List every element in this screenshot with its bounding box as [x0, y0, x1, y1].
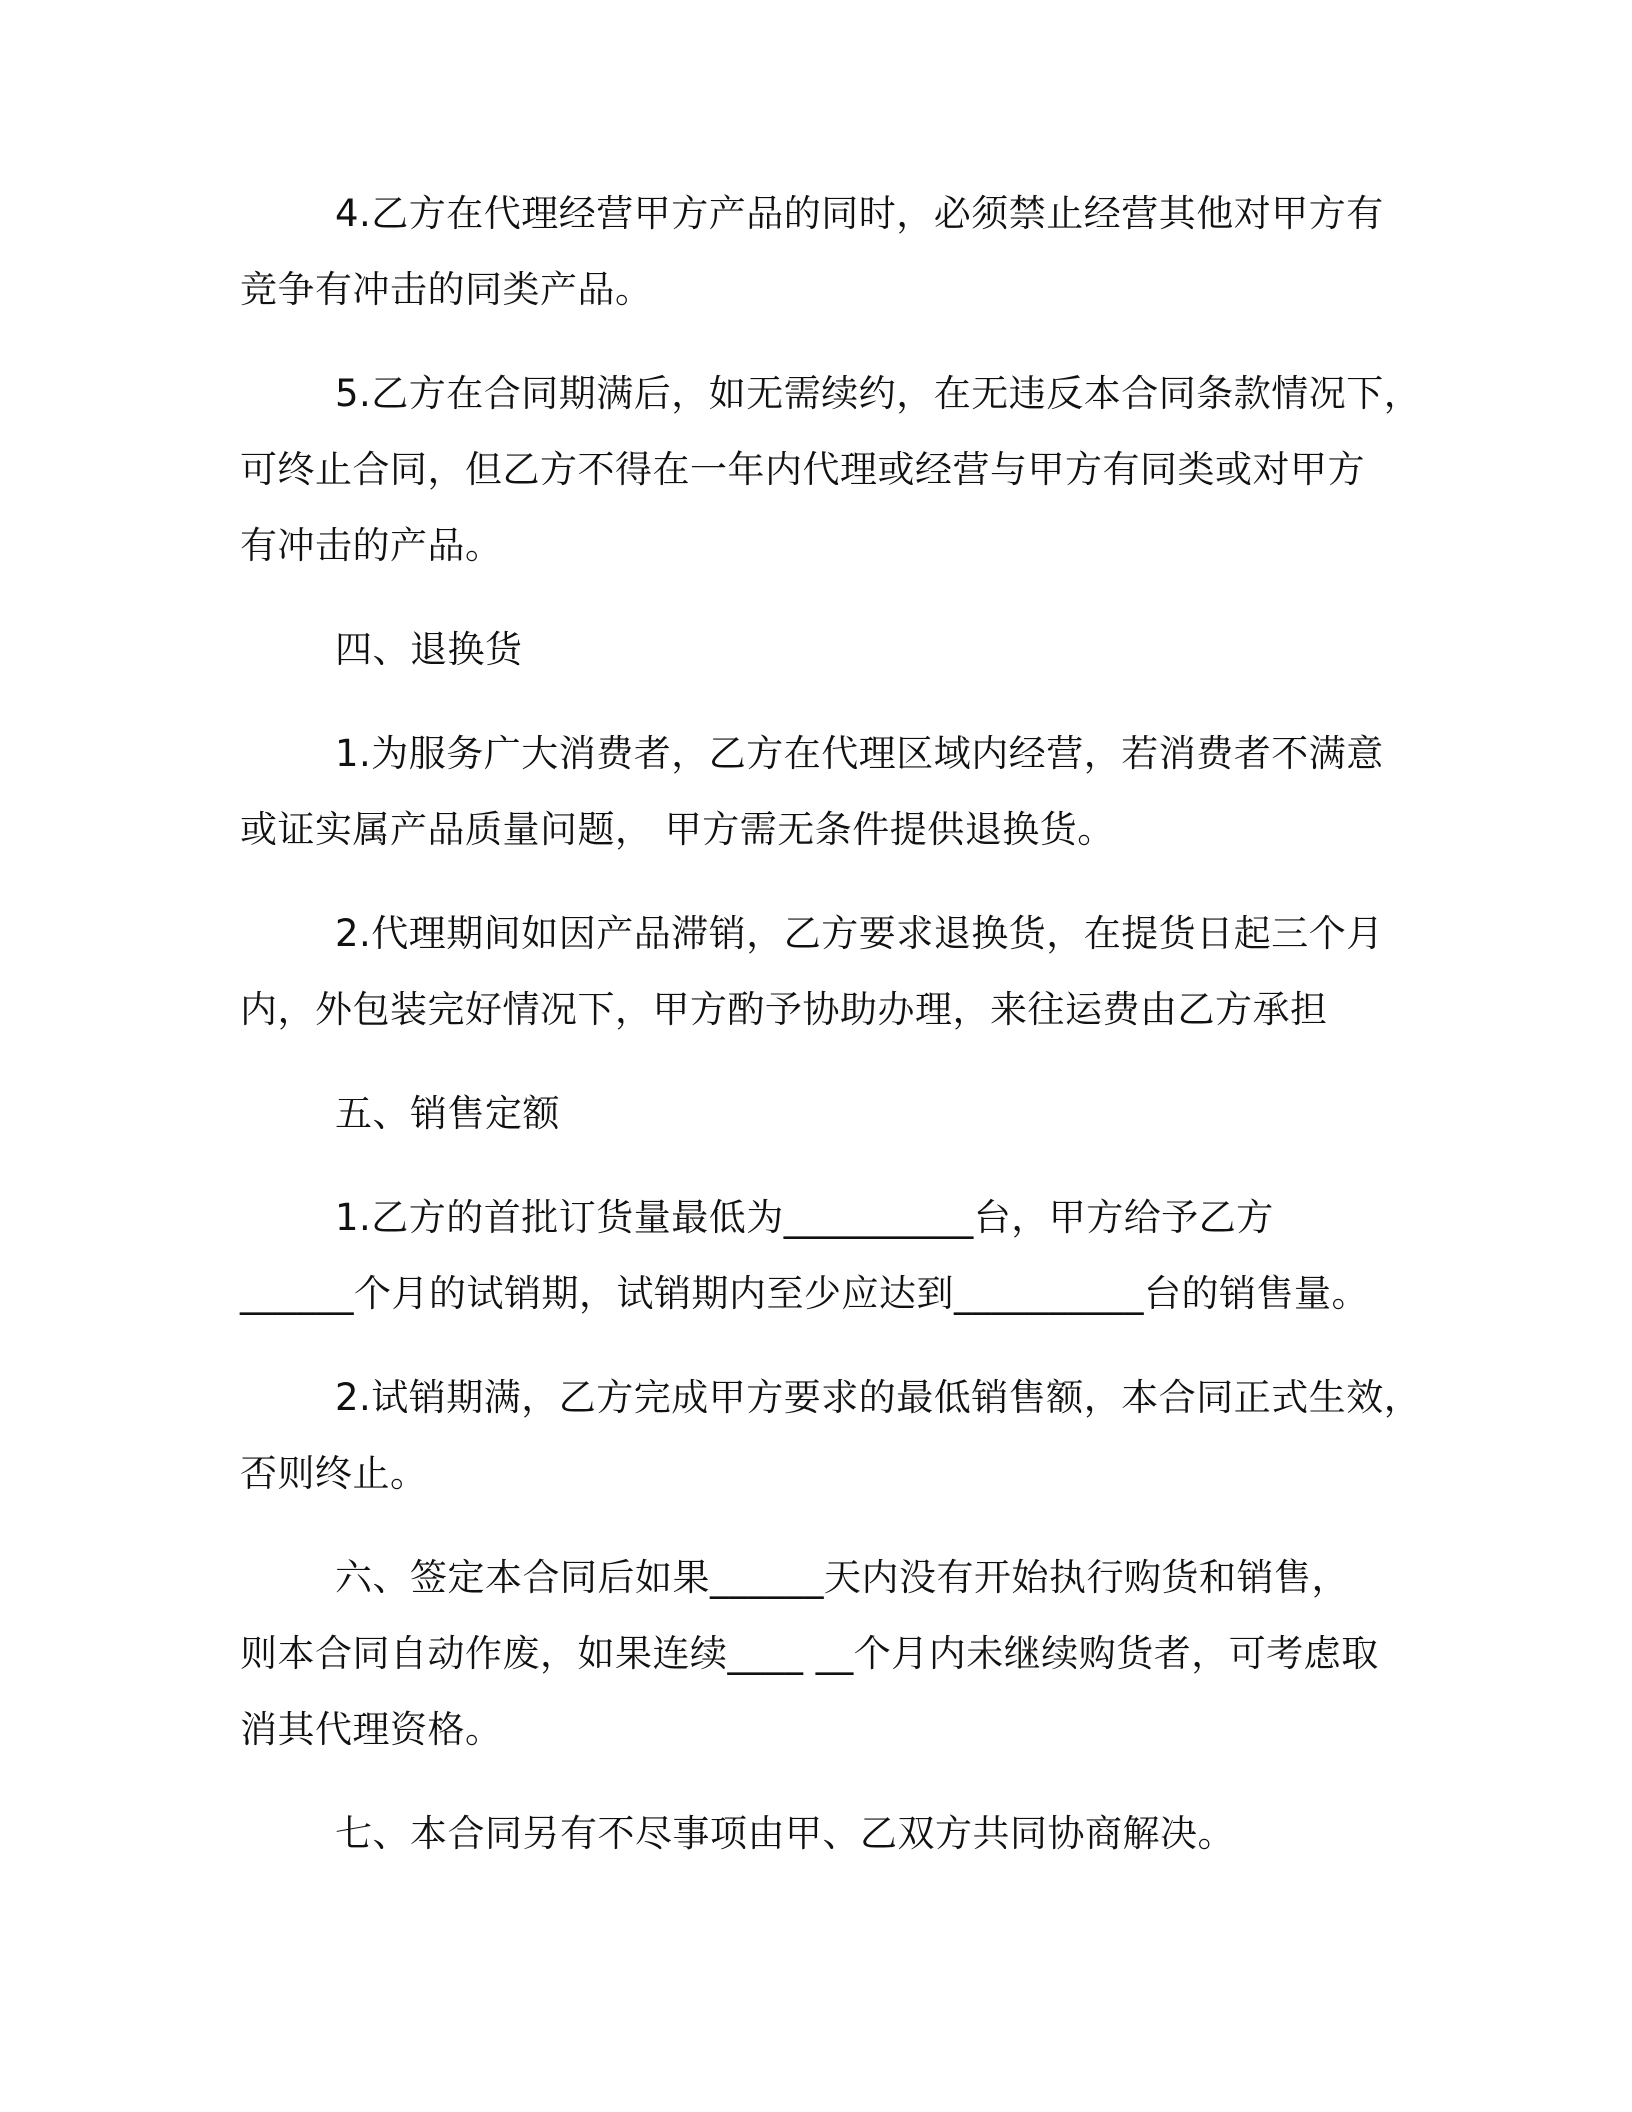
section-heading-returns: 四、退换货 — [335, 628, 523, 671]
section-heading-sales-quota: 五、销售定额 — [335, 1092, 560, 1135]
clause-6-line-3: 消其代理资格。 — [240, 1708, 503, 1751]
clause-4-1-line-1: 1.为服务广大消费者，乙方在代理区域内经营，若消费者不满意 — [335, 732, 1384, 775]
clause-5-1-line-2: ______个月的试销期，试销期内至少应达到__________台的销售量。 — [240, 1272, 1369, 1315]
clause-5-1-line-1: 1.乙方的首批订货量最低为__________台，甲方给予乙方 — [335, 1196, 1274, 1239]
clause-3-5-line-3: 有冲击的产品。 — [240, 524, 503, 567]
clause-4-1-line-2: 或证实属产品质量问题， 甲方需无条件提供退换货。 — [240, 808, 1115, 851]
clause-3-4-line-1: 4.乙方在代理经营甲方产品的同时，必须禁止经营其他对甲方有 — [335, 192, 1384, 235]
clause-3-4-line-2: 竞争有冲击的同类产品。 — [240, 268, 653, 311]
clause-5-2-line-1: 2.试销期满，乙方完成甲方要求的最低销售额，本合同正式生效， — [335, 1376, 1422, 1419]
clause-3-5-line-2: 可终止合同，但乙方不得在一年内代理或经营与甲方有同类或对甲方 — [240, 448, 1365, 491]
clause-6-line-2: 则本合同自动作废，如果连续____ __个月内未继续购货者，可考虑取 — [240, 1632, 1379, 1675]
clause-5-2-line-2: 否则终止。 — [240, 1452, 428, 1495]
clause-3-5-line-1: 5.乙方在合同期满后，如无需续约，在无违反本合同条款情况下， — [335, 372, 1422, 415]
clause-6-line-1: 六、签定本合同后如果______天内没有开始执行购货和销售， — [335, 1556, 1349, 1599]
clause-4-2-line-1: 2.代理期间如因产品滞销，乙方要求退换货，在提货日起三个月 — [335, 912, 1384, 955]
clause-7-line-1: 七、本合同另有不尽事项由甲、乙双方共同协商解决。 — [335, 1812, 1235, 1855]
clause-4-2-line-2: 内，外包装完好情况下，甲方酌予协助办理，来往运费由乙方承担 — [240, 988, 1328, 1031]
